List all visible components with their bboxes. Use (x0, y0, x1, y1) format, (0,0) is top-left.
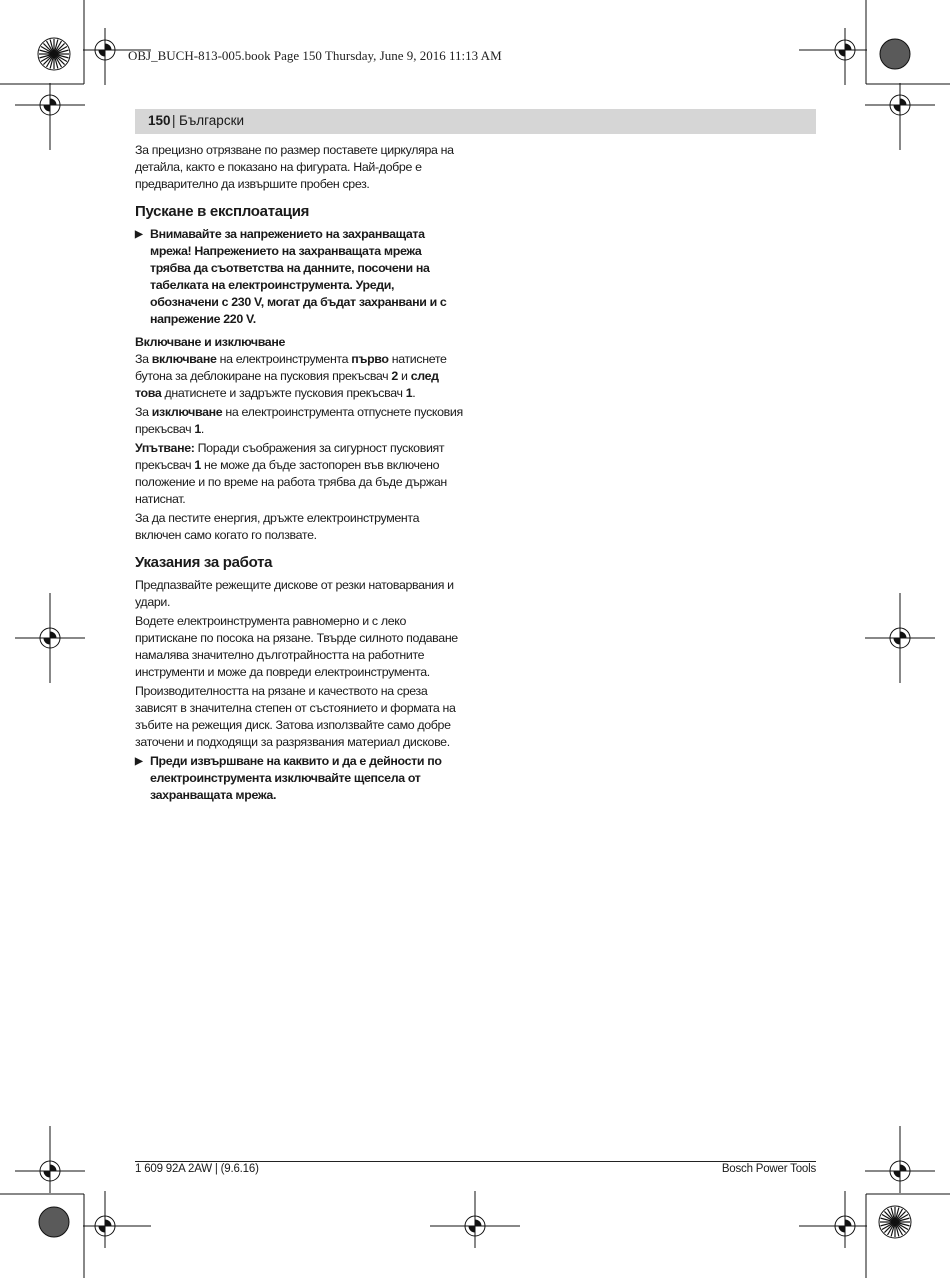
page-number: 150 (148, 113, 171, 128)
footer-document-number: 1 609 92A 2AW | (9.6.16) (135, 1163, 259, 1175)
warning-unplug-text: Преди извършване на каквито и да е дейности по електроинструмента изключвайте щепсела от захранващата мрежа. (150, 754, 442, 802)
subsection-title-on-off: Включване и изключване (135, 335, 286, 349)
warning-unplug (135, 753, 465, 804)
text-column (135, 142, 465, 806)
footer-brand: Bosch Power Tools (721, 1163, 816, 1175)
energy-paragraph: За да пестите енергия, дръжте електроинструмента включен само когато го ползвате. (135, 511, 420, 542)
section-title-operation: Пускане в експлоатация (135, 203, 310, 220)
warning-voltage (135, 226, 465, 328)
switch-on-paragraph: За включване на електроинструмента първо натиснете бутона за деблокиране на пусковия прекъсвач 2 и след това днатиснете и задръжте пусковия прекъсвач 1. (135, 352, 447, 400)
switch-off-paragraph: За изключване на електроинструмента отпуснете пусковия прекъсвач 1. (135, 405, 463, 436)
work-paragraph-1: Предпазвайте режещите дискове от резки натоварвания и удари. (135, 578, 454, 609)
work-paragraph-3: Производителността на рязане и качеството на среза зависят в значителна степен от състоянието и формата на зъбите на режещия диск. Затова използвайте само добре заточени и подходящи за разрязвания материал дискове. (135, 684, 456, 749)
warning-voltage-text: Внимавайте за напрежението на захранващата мрежа! Напрежението на захранващата мрежа трябва да съответства на данните, посочени на табелката на електроинструмента. Уреди, обозначени с 230 V, могат да бъдат захранвани и с напрежение 220 V. (150, 227, 447, 326)
warning-bullet-icon: ▶ (135, 756, 143, 767)
warning-bullet-icon: ▶ (135, 229, 143, 240)
header-separator: | (172, 113, 176, 128)
intro-paragraph: За прецизно отрязване по размер поставете циркуляра на детайла, както е показано на фигурата. Най-добре е предварително да извършите пробен срез. (135, 143, 454, 191)
header-language: Български (179, 113, 245, 128)
slug-line: OBJ_BUCH-813-005.book Page 150 Thursday, June 9, 2016 11:13 AM (128, 48, 502, 63)
footer-rule (135, 1161, 816, 1162)
work-paragraph-2: Водете електроинструмента равномерно и с леко притискане по посока на рязане. Твърде силното подаване намалява значително дълготрайността на работните инструменти и може да повреди електроинструмента. (135, 614, 458, 679)
page-header (135, 109, 816, 134)
section-title-work-tips: Указания за работа (135, 554, 273, 571)
note-paragraph: Упътване: Поради съображения за сигурност пусковият прекъсвач 1 не може да бъде застопорен във включено положение и по време на работа трябва да бъде държан натиснат. (135, 441, 447, 506)
